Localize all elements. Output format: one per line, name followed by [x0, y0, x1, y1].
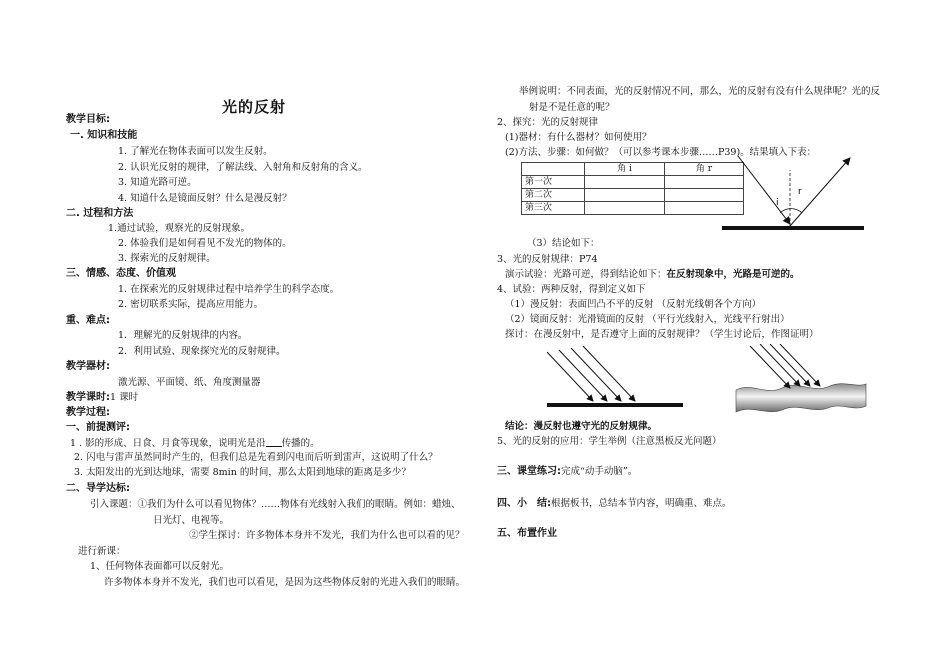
new-lesson-point-1: 1、任何物体表面都可以反射光。: [90, 561, 230, 572]
key-points-heading: 重、难点:: [66, 315, 110, 326]
diffuse-conclusion-text: 结论：漫反射也遵守光的反射规律。: [505, 421, 658, 432]
incident-ray: [780, 344, 820, 386]
exercise-heading: 三、课堂练习:: [497, 466, 561, 477]
example-line-2: 射是不是任意的呢？: [529, 102, 615, 113]
section-heading-values: 三、情感、态度、价值观: [66, 268, 176, 279]
pretest-q1-text-end: 传播的。: [281, 438, 320, 449]
law-heading: 3、光的反射规律：P74: [497, 254, 598, 265]
new-lesson-text-1: 许多物体本身并不发光，我们也可以看见，是因为这些物体反射的光进入我们的眼睛。: [104, 577, 466, 588]
pretest-q1-text: 1 . 影的形成、日食、月食等现象，说明光是沿: [70, 438, 266, 449]
intro-line-3: ②学生探讨：许多物体本身并不发光，我们为什么也可以看的见？: [189, 530, 465, 541]
demo-conclusion: 在反射现象中，光路是可逆的。: [666, 269, 800, 280]
hours-value: 1 课时: [110, 392, 139, 403]
list-item: 1．理解光的反射规律的内容。: [118, 330, 248, 341]
diffuse-reflection-diagram: [732, 344, 868, 418]
rough-surface: [736, 384, 866, 412]
parallel-ray: [559, 350, 607, 401]
conclusion-prompt: （3）结论如下：: [527, 238, 600, 249]
table-row-label: 第三次: [522, 202, 585, 215]
intro-line-2: 日光灯、电视等。: [153, 515, 230, 526]
explore-step-1: (1)器材：有什么器材？如何使用？: [505, 132, 652, 143]
summary-text: 根据板书，总结本节内容，明确重、难点。: [551, 498, 732, 509]
summary-heading: 四、小 结:: [497, 498, 551, 509]
list-item: 1. 在探索光的反射规律过程中培养学生的科学态度。: [118, 284, 340, 295]
guided-heading: 二、导学达标:: [66, 483, 130, 494]
example-line-1: 举例说明：不同表面，光的反射情况不同，那么，光的反射有没有什么规律呢？光的反: [519, 86, 881, 97]
table-row: [522, 202, 744, 215]
explore-heading: 2、探究：光的反射规律: [497, 117, 599, 128]
incident-ray: [738, 156, 790, 224]
exercise-line: [497, 466, 637, 478]
specular-reflection-diagram: [545, 344, 685, 412]
materials-heading: 教学器材:: [66, 361, 110, 372]
homework-heading: 五、布置作业: [497, 528, 557, 539]
parallel-ray: [583, 346, 635, 401]
pretest-question-3: 3. 太阳发出的光到达地球，需要 8min 的时间，那么太阳到地球的距离是多少？: [74, 467, 411, 478]
goals-heading: 教学目标:: [66, 114, 110, 125]
angle-results-table: [521, 162, 744, 215]
process-heading: 教学过程:: [66, 407, 110, 418]
list-item: 2. 密切联系实际，提高应用能力。: [118, 299, 264, 310]
demo-line: [505, 269, 800, 281]
list-item: 3. 探索光的反射规律。: [118, 253, 216, 264]
experiment-heading: 4、试验：两种反射，得到定义如下: [497, 284, 646, 295]
fill-blank: [266, 437, 282, 447]
table-row: [522, 176, 744, 189]
demo-text: 演示试验：光路可逆，得到结论如下：: [505, 269, 667, 280]
parallel-ray: [571, 348, 621, 401]
incident-ray: [750, 346, 790, 388]
pretest-heading: 一、前提测评:: [66, 422, 130, 433]
application-line: 5、光的反射的应用：学生举例（注意黑板反光问题）: [497, 436, 722, 447]
angle-r-label: r: [798, 187, 802, 197]
list-item: 2．利用试验、现象探究光的反射规律。: [118, 346, 286, 357]
reflection-law-diagram: [718, 152, 868, 236]
explore-step-2: (2)方法、步骤：如何做？（可以参考课本步骤……P39)。结果填入下表：: [505, 147, 817, 158]
summary-line: [497, 498, 732, 510]
diffuse-definition: （1）漫反射：表面凹凸不平的反射 （反射光线朝各个方向）: [505, 299, 762, 310]
list-item: 1.通过试验，观察光的反射现象。: [108, 223, 251, 234]
table-header-cell: 角 i: [585, 163, 665, 176]
table-row: [522, 189, 744, 202]
list-item: 2. 认识光反射的规律，了解法线、入射角和反射角的含义。: [118, 162, 368, 173]
table-row-label: 第二次: [522, 189, 585, 202]
incident-ray: [760, 344, 800, 386]
hours-line: [66, 392, 138, 404]
exercise-text: 完成“动手动脑”。: [561, 466, 638, 477]
discussion-line: 探讨：在漫反射中，是否遵守上面的反射规律？（学生讨论后，作图证明）: [505, 329, 819, 340]
angle-arc: [780, 209, 802, 213]
table-cell[interactable]: [585, 202, 665, 215]
pretest-question-2: 2. 闪电与雷声虽然同时产生的，但我们总是先看到闪电而后听到雷声，这说明了什么？: [74, 452, 438, 463]
diffuse-conclusion: [505, 421, 657, 433]
parallel-ray: [547, 352, 593, 401]
hours-heading: 教学课时:: [66, 392, 110, 403]
pretest-question-1: [70, 437, 320, 450]
materials-text: 激光源、平面镜、纸、角度测量器: [118, 377, 261, 388]
table-cell[interactable]: [585, 189, 665, 202]
section-heading-knowledge: 一. 知识和技能: [70, 130, 138, 141]
angle-i-label: i: [776, 198, 779, 208]
table-header-cell: 角 r: [665, 163, 744, 176]
table-row-label: 第一次: [522, 176, 585, 189]
list-item: 3. 知道光路可逆。: [118, 177, 197, 188]
table-cell[interactable]: [585, 176, 665, 189]
list-item: 2. 体验我们是如何看见不发光的物体的。: [118, 238, 292, 249]
table-header-row: [522, 163, 744, 176]
specular-definition: （2）镜面反射：光滑镜面的反射 （平行光线射入，光线平行射出）: [505, 314, 790, 325]
table-header-cell: [522, 163, 585, 176]
section-heading-process: 二. 过程和方法: [66, 208, 134, 219]
intro-line-1: 引入课题：①我们为什么可以看见物体？……物体有光线射入我们的眼睛。例如：蜡烛、: [90, 499, 461, 510]
new-lesson-label: 进行新课：: [78, 546, 126, 557]
page-title: 光的反射: [222, 98, 287, 116]
list-item: 4. 知道什么是镜面反射？什么是漫反射？: [118, 193, 292, 204]
list-item: 1. 了解光在物体表面可以发生反射。: [118, 146, 273, 157]
incident-ray: [770, 344, 810, 386]
